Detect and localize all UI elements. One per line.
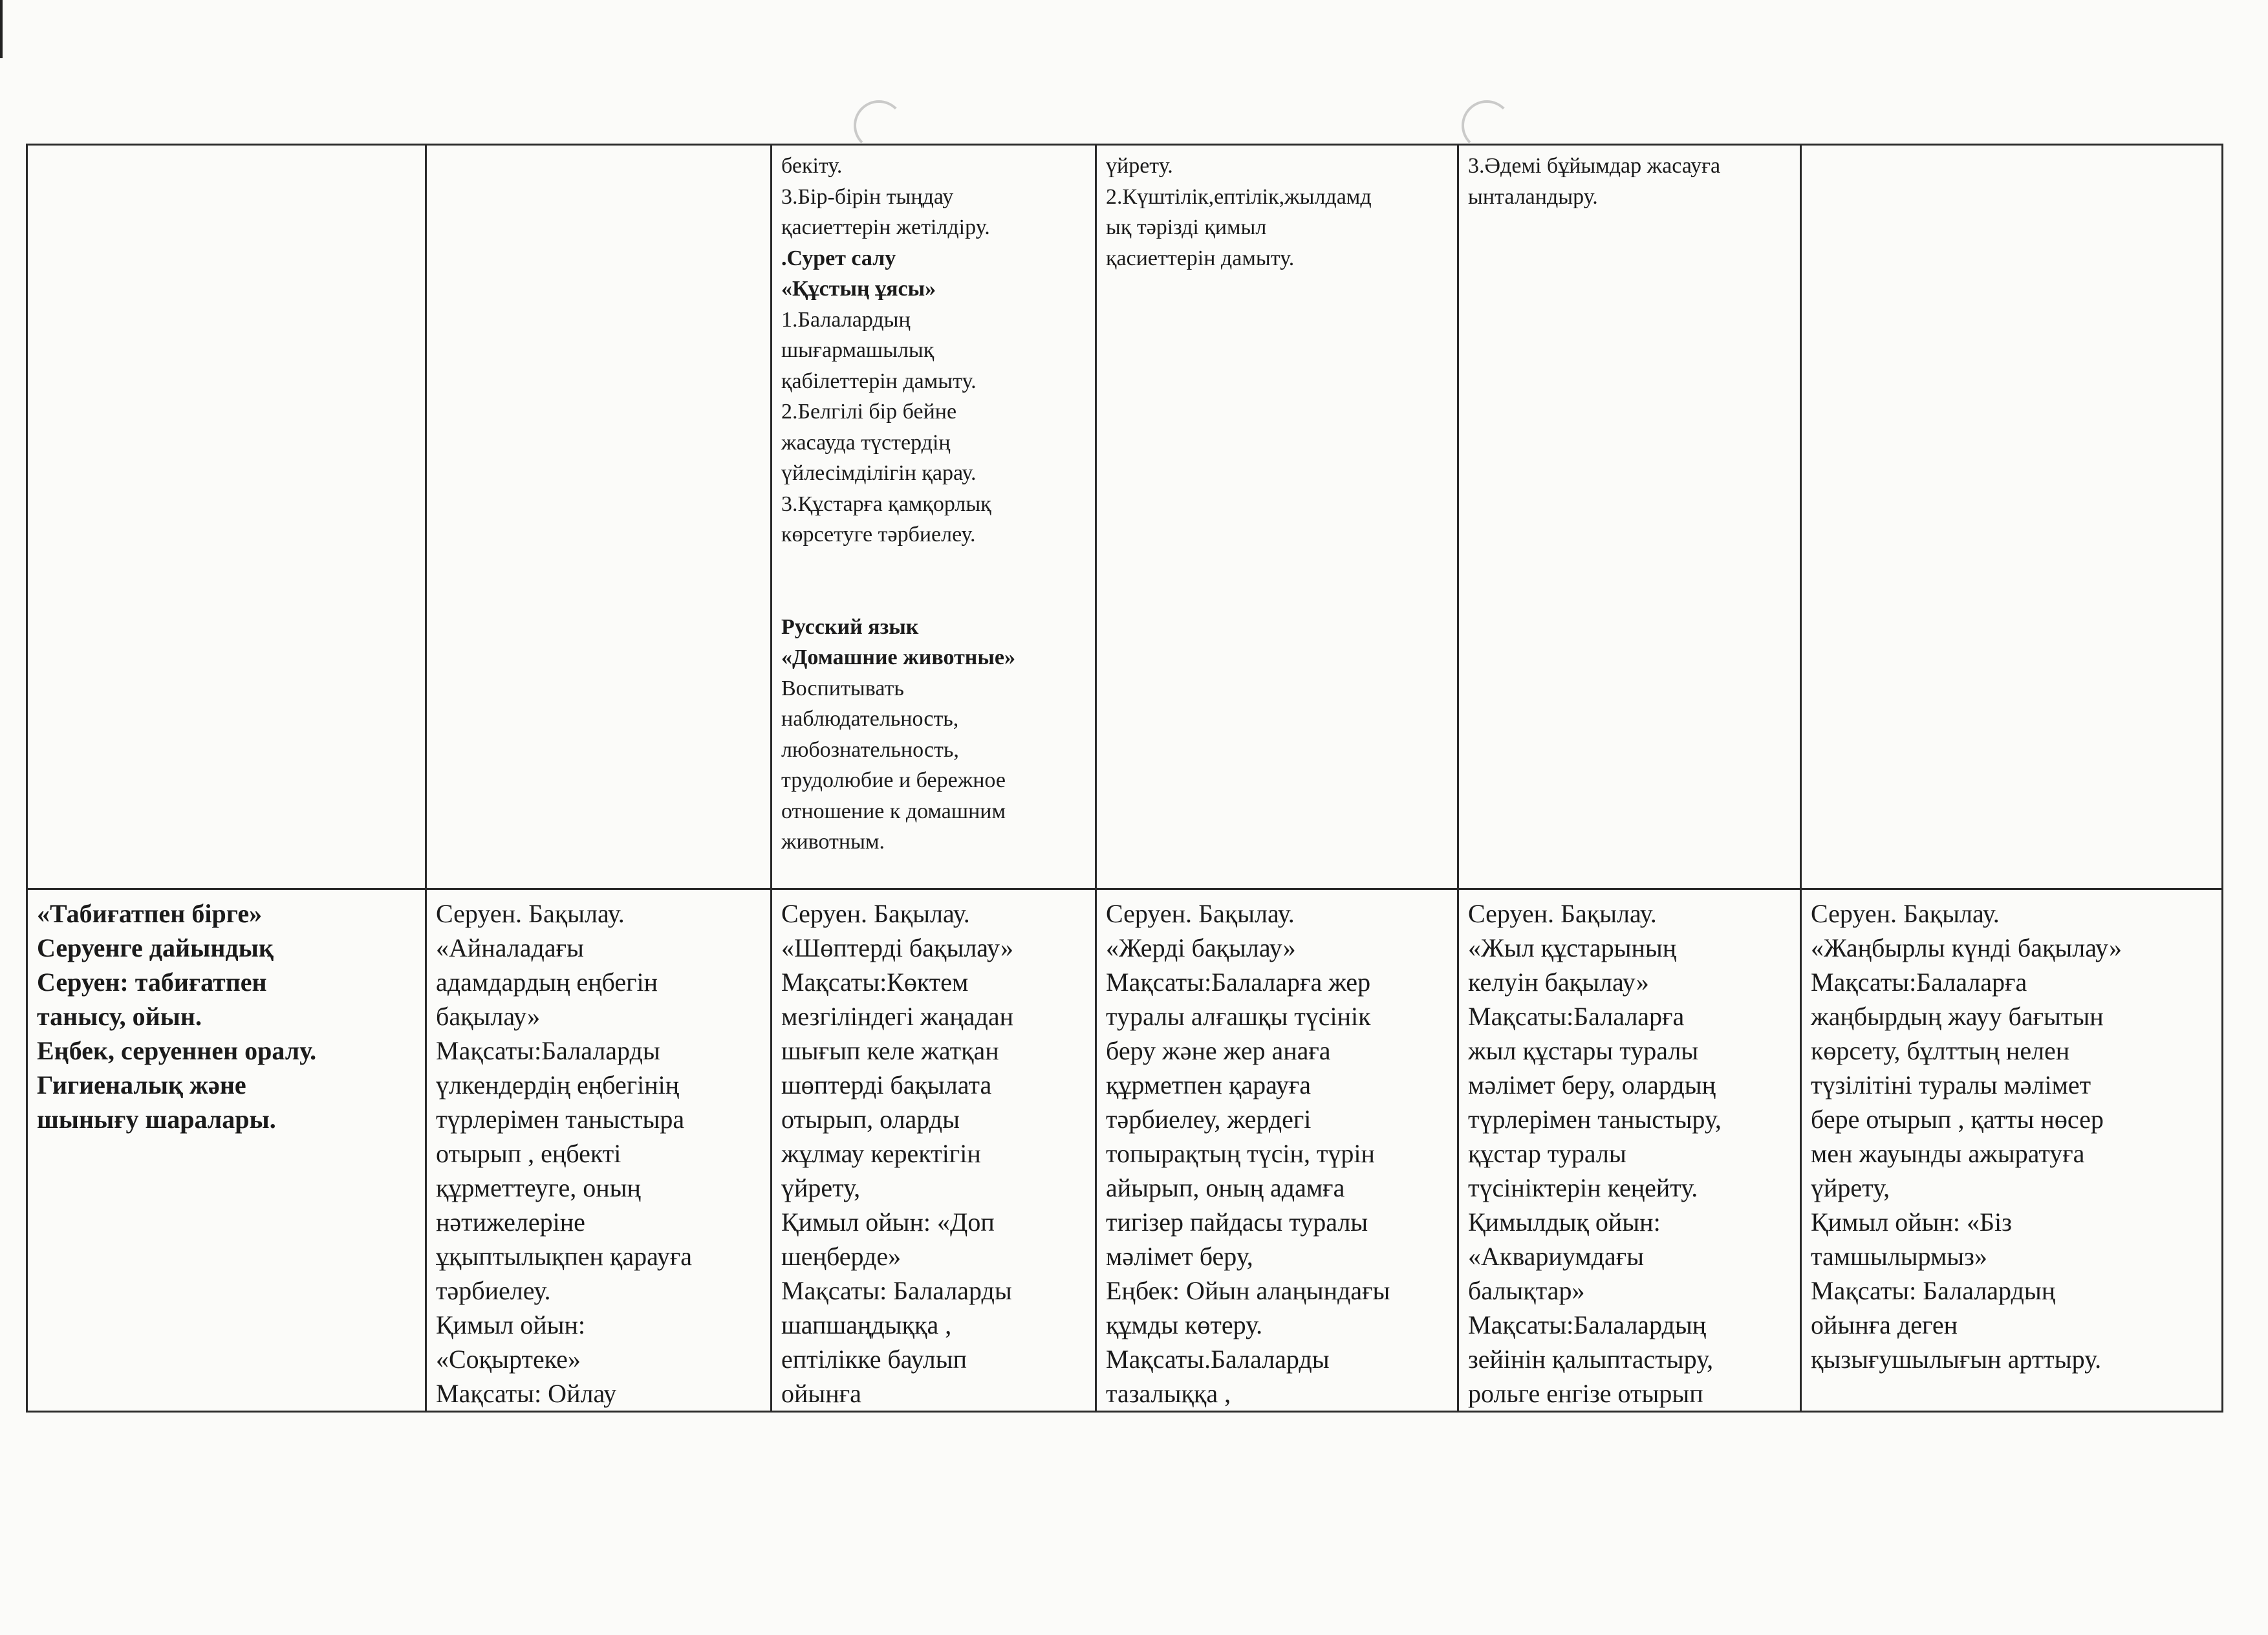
cell-line: нәтижелеріне: [436, 1207, 585, 1237]
cell-line: «Жыл құстарының: [1468, 933, 1677, 962]
cell-line: құмды көтеру.: [1106, 1310, 1263, 1339]
cell-line: ұқыптылықпен қарауға: [436, 1242, 692, 1271]
cell-line: үйрету,: [1811, 1173, 1890, 1202]
cell-line: көрсетуге тәрбиелеу.: [781, 523, 976, 547]
cell-line: бекіту.: [781, 154, 843, 178]
cell-line: Мақсаты.Балаларды: [1106, 1345, 1330, 1374]
cell-line: «Соқыртеке»: [436, 1345, 581, 1374]
cell-line: 2.Белгілі бір бейне: [781, 400, 957, 424]
cell-line: Мақсаты:Балаларға: [1468, 1002, 1685, 1031]
cell-line: мәлімет беру,: [1106, 1242, 1253, 1271]
subject-heading: .Сурет салу: [781, 246, 896, 270]
cell-line: Мақсаты:Балаларға: [1811, 968, 2027, 997]
cell-line: үйрету,: [781, 1173, 861, 1202]
scan-edge-mark: [0, 0, 3, 58]
table-cell: [772, 145, 1096, 889]
cell-line: Серуен. Бақылау.: [1106, 899, 1295, 928]
cell-line: тәрбиелеу.: [436, 1276, 551, 1305]
cell-line: наблюдательность,: [781, 707, 959, 731]
cell-line: үйлесімділігін қарау.: [781, 461, 977, 485]
lesson-plan-table: [26, 144, 2223, 1413]
cell-line: тазалыққа ,: [1106, 1379, 1231, 1408]
cell-line: Еңбек, серуеннен оралу.: [37, 1036, 317, 1065]
cell-line: адамдардың еңбегін: [436, 968, 658, 997]
cell-line: животным.: [781, 830, 885, 854]
cell-line: Серуен: табиғатпен: [37, 968, 267, 997]
cell-line: 1.Балалардың: [781, 307, 911, 332]
cell-line: Мақсаты: Балаларды: [781, 1276, 1012, 1305]
cell-line: жасауда түстердің: [781, 430, 951, 455]
cell-line: мен жауынды ажыратуға: [1811, 1139, 2085, 1168]
activity-name-cell: [27, 889, 426, 1412]
cell-line: Воспитывать: [781, 676, 904, 700]
cell-line: шығып келе жатқан: [781, 1036, 999, 1065]
cell-line: жұлмау керектігін: [781, 1139, 981, 1168]
cell-line: мезгіліндегі жаңадан: [781, 1002, 1014, 1031]
cell-line: шөптерді бақылата: [781, 1070, 992, 1099]
cell-line: тәрбиелеу, жердегі: [1106, 1105, 1312, 1134]
cell-line: келуін бақылау»: [1468, 968, 1649, 997]
cell-line: ық тәрізді қимыл: [1106, 215, 1267, 239]
cell-line: айырып, оның адамға: [1106, 1173, 1345, 1202]
subject-heading: Русский язык: [781, 614, 919, 639]
cell-line: құрметпен қарауға: [1106, 1070, 1312, 1099]
cell-line: қасиеттерін жетілдіру.: [781, 215, 990, 239]
cell-line: түрлерімен таныстыра: [436, 1105, 685, 1134]
cell-line: Мақсаты: Балалардың: [1811, 1276, 2056, 1305]
cell-line: тигізер пайдасы туралы: [1106, 1207, 1368, 1237]
cell-line: тамшылырмыз»: [1811, 1242, 1987, 1271]
cell-line: «Айналадағы: [436, 933, 584, 962]
table-row: [27, 145, 2223, 889]
table-cell: [1458, 889, 1801, 1412]
cell-line: үлкендердің еңбегінің: [436, 1070, 680, 1099]
cell-line: Қимылдық ойын:: [1468, 1207, 1661, 1237]
cell-line: Серуен. Бақылау.: [436, 899, 625, 928]
cell-line: ынталандыру.: [1468, 184, 1598, 209]
cell-line: любознательность,: [781, 737, 959, 762]
cell-line: Мақсаты:Балаларды: [436, 1036, 660, 1065]
cell-line: Мақсаты:Балаларға жер: [1106, 968, 1371, 997]
cell-line: шапшаңдыққа ,: [781, 1310, 952, 1339]
cell-line: бақылау»: [436, 1002, 541, 1031]
cell-line: «Жерді бақылау»: [1106, 933, 1296, 962]
cell-line: Серуен. Бақылау.: [1468, 899, 1657, 928]
cell-line: Қимыл ойын: «Доп: [781, 1207, 995, 1237]
cell-line: ойынға деген: [1811, 1310, 1958, 1339]
cell-line: 3.Құстарға қамқорлық: [781, 492, 991, 516]
cell-line: Мақсаты: Ойлау: [436, 1379, 617, 1408]
subject-heading: «Құстың ұясы»: [781, 277, 936, 301]
cell-line: отырып , еңбекті: [436, 1139, 621, 1168]
cell-line: топырақтың түсін, түрін: [1106, 1139, 1375, 1168]
cell-line: түзілітіні туралы мәлімет: [1811, 1070, 2091, 1099]
table-cell: [1096, 145, 1458, 889]
cell-line: шеңберде»: [781, 1242, 902, 1271]
cell-line: «Табиғатпен бірге»: [37, 899, 263, 928]
cell-line: түсініктерін кеңейту.: [1468, 1173, 1698, 1202]
cell-line: қызығушылығын арттыру.: [1811, 1345, 2102, 1374]
cell-line: отношение к домашним: [781, 799, 1006, 823]
table-cell: [1458, 145, 1801, 889]
cell-line: Мақсаты:Балалардың: [1468, 1310, 1707, 1339]
cell-line: «Аквариумдағы: [1468, 1242, 1645, 1271]
table-cell: [1801, 145, 2223, 889]
cell-line: «Жаңбырлы күнді бақылау»: [1811, 933, 2122, 962]
cell-line: қабілеттерін дамыту.: [781, 369, 977, 393]
cell-line: Қимыл ойын:: [436, 1310, 586, 1339]
cell-line: жаңбырдың жауу бағытын: [1811, 1002, 2104, 1031]
cell-line: мәлімет беру, олардың: [1468, 1070, 1716, 1099]
subject-heading: «Домашние животные»: [781, 645, 1015, 669]
table-cell: [1096, 889, 1458, 1412]
cell-line: қасиеттерін дамыту.: [1106, 246, 1295, 270]
cell-line: зейінін қалыптастыру,: [1468, 1345, 1714, 1374]
cell-line: Серуен. Бақылау.: [781, 899, 970, 928]
table-cell: [27, 145, 426, 889]
cell-line: 2.Күштілік,ептілік,жылдамд: [1106, 184, 1372, 209]
cell-line: шынығу шаралары.: [37, 1105, 276, 1134]
cell-line: құстар туралы: [1468, 1139, 1626, 1168]
table-cell: [426, 889, 772, 1412]
cell-line: Серуенге дайындық: [37, 933, 274, 962]
cell-line: Серуен. Бақылау.: [1811, 899, 2000, 928]
cell-line: жыл құстары туралы: [1468, 1036, 1699, 1065]
cell-line: балықтар»: [1468, 1276, 1585, 1305]
cell-line: Қимыл ойын: «Біз: [1811, 1207, 2012, 1237]
cell-line: құрметтеуге, оның: [436, 1173, 641, 1202]
table-row: [27, 889, 2223, 1412]
cell-line: Еңбек: Ойын алаңындағы: [1106, 1276, 1390, 1305]
cell-line: трудолюбие и бережное: [781, 768, 1006, 792]
cell-line: Мақсаты:Көктем: [781, 968, 969, 997]
cell-line: бере отырып , қатты нөсер: [1811, 1105, 2104, 1134]
cell-line: «Шөптерді бақылау»: [781, 933, 1014, 962]
cell-line: үйрету.: [1106, 154, 1173, 178]
table-cell: [772, 889, 1096, 1412]
cell-line: отырып, оларды: [781, 1105, 960, 1134]
cell-line: 3.Әдемі бұйымдар жасауға: [1468, 154, 1721, 178]
cell-line: 3.Бір-бірін тыңдау: [781, 184, 954, 209]
cell-line: беру және жер анаға: [1106, 1036, 1331, 1065]
cell-line: ойынға: [781, 1379, 861, 1408]
cell-line: Гигиеналық және: [37, 1070, 246, 1099]
cell-line: шығармашылық: [781, 338, 934, 362]
cell-line: ептілікке баулып: [781, 1345, 967, 1374]
cell-line: түрлерімен таныстыру,: [1468, 1105, 1722, 1134]
table-cell: [1801, 889, 2223, 1412]
cell-line: танысу, ойын.: [37, 1002, 202, 1031]
cell-line: туралы алғашқы түсінік: [1106, 1002, 1371, 1031]
cell-line: рольге енгізе отырып: [1468, 1379, 1703, 1408]
cell-line: көрсету, бұлттың нелен: [1811, 1036, 2070, 1065]
table-cell: [426, 145, 772, 889]
